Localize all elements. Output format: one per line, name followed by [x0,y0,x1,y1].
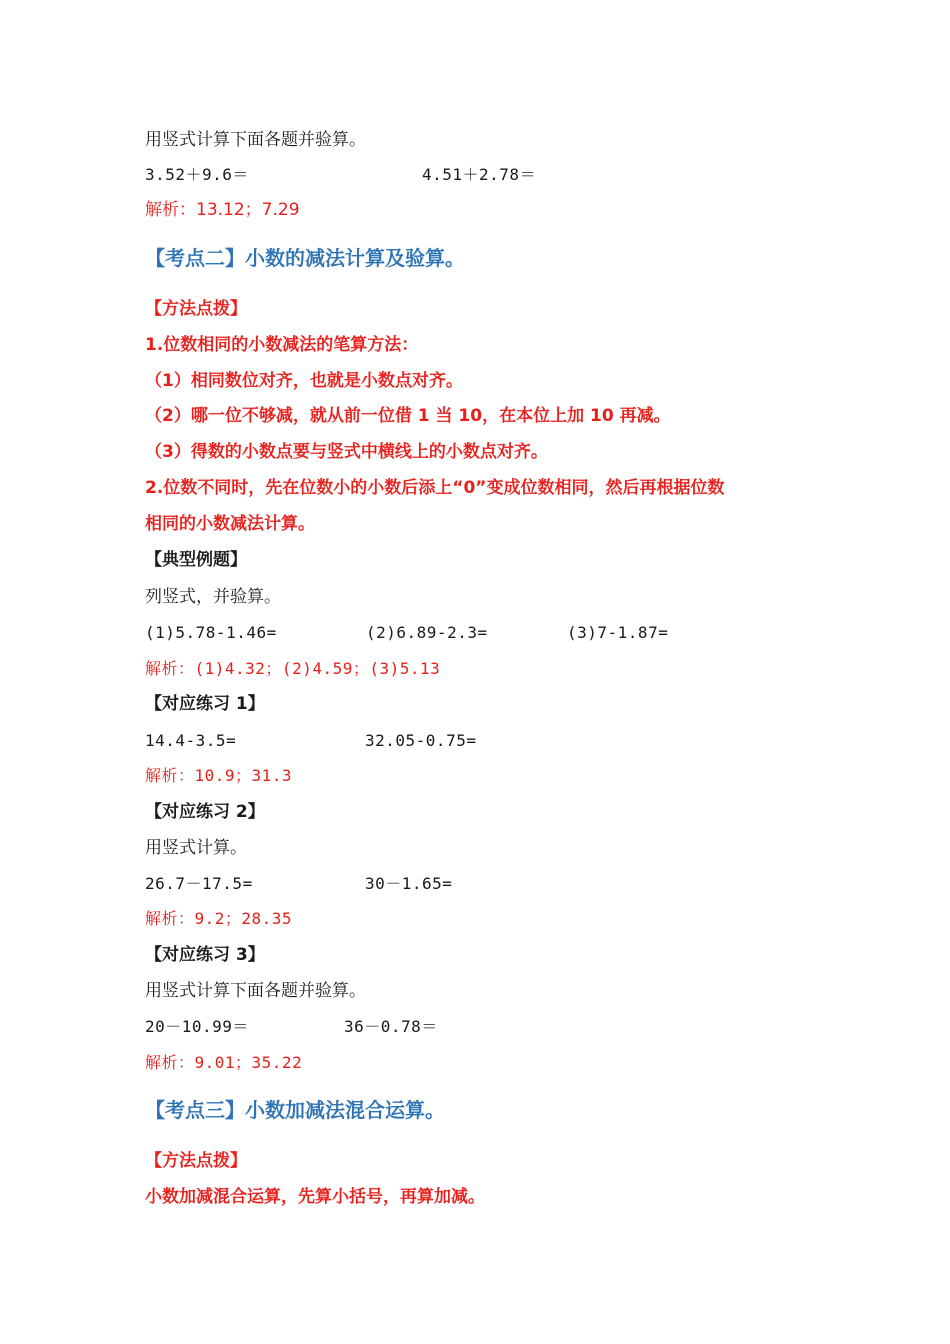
example-heading: 【典型例题】 [145,550,247,570]
practice2-instruction: 用竖式计算。 [145,838,247,858]
method-line: 1.位数相同的小数减法的笔算方法： [145,335,419,355]
intro-problems [145,163,645,187]
problem: (1)5.78-1.46= [145,623,277,642]
practice2-answer: 解析：9.2；28.35 [145,909,293,928]
problem: 36－0.78＝ [344,1017,438,1036]
section2-method-heading: 【方法点拨】 [145,299,247,319]
method-line: 相同的小数减法计算。 [145,514,315,534]
example-answer: 解析：(1)4.32；(2)4.59；(3)5.13 [145,659,441,678]
problem: 20－10.99＝ [145,1017,249,1036]
practice3-heading: 【对应练习 3】 [145,945,265,965]
method-line: （1）相同数位对齐，也就是小数点对齐。 [145,371,463,391]
intro-instruction: 用竖式计算下面各题并验算。 [145,130,366,150]
practice2-heading: 【对应练习 2】 [145,802,265,822]
practice1-answer: 解析：10.9；31.3 [145,766,293,785]
practice3-instruction: 用竖式计算下面各题并验算。 [145,981,366,1001]
problem: 4.51＋2.78＝ [422,165,537,184]
intro-answer: 解析：13.12；7.29 [145,200,300,220]
section3-title: 【考点三】小数加减法混合运算。 [145,1098,445,1122]
problem: (2)6.89-2.3= [366,623,488,642]
problem: 32.05-0.75= [365,731,477,750]
example-problems [145,621,745,645]
practice2-problems [145,872,645,896]
problem: 14.4-3.5= [145,731,237,750]
example-instruction: 列竖式，并验算。 [145,587,281,607]
problem: (3)7-1.87= [567,623,669,642]
section2-title: 【考点二】小数的减法计算及验算。 [145,246,465,270]
section3-method-line: 小数加减混合运算，先算小括号，再算加减。 [145,1187,485,1207]
problem: 3.52＋9.6＝ [145,165,249,184]
problem: 26.7－17.5= [145,874,253,893]
method-line: 2.位数不同时，先在位数小的小数后添上“0”变成位数相同，然后再根据位数 [145,478,725,498]
practice3-answer: 解析：9.01；35.22 [145,1053,303,1072]
practice3-problems [145,1015,645,1039]
method-line: （2）哪一位不够减，就从前一位借 1 当 10，在本位上加 10 再减。 [145,406,671,426]
method-line: （3）得数的小数点要与竖式中横线上的小数点对齐。 [145,442,548,462]
problem: 30－1.65= [365,874,453,893]
section3-method-heading: 【方法点拨】 [145,1151,247,1171]
practice1-problems [145,729,645,753]
practice1-heading: 【对应练习 1】 [145,694,265,714]
